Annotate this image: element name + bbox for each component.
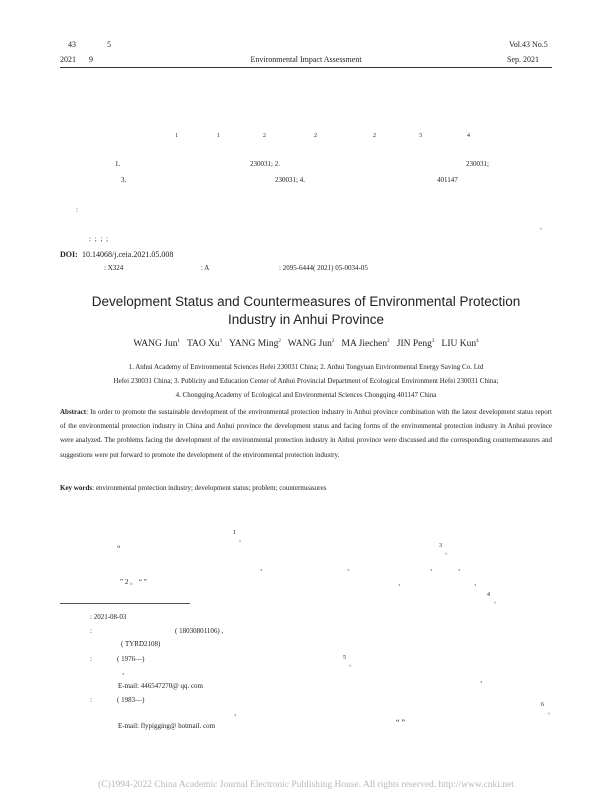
article-title-line2: Industry in Anhui Province: [227, 312, 385, 327]
cn-affiliation-1c: 230031;: [466, 160, 489, 168]
author: WANG Jun$^1$: [133, 339, 180, 350]
keywords: [60, 484, 326, 492]
header-issue-cn: 5: [107, 40, 111, 49]
cn-author-sup: 1: [217, 133, 220, 139]
cn-keywords: : ; ; ;: [89, 235, 110, 243]
abstract: [60, 405, 552, 462]
affiliation-line: 1. Anhui Academy of Environmental Sciences Hefei 230031 China; 2. Anhui Tongyuan Environmental Energy Saving Co. Ltd: [128, 363, 484, 371]
dun-mark: 、: [480, 676, 487, 684]
ref-mark: 5: [343, 655, 346, 661]
footnote-author1-email: E-mail: 446547270@ qq. com: [118, 682, 203, 690]
footnote-fund-colon: :: [90, 627, 92, 635]
footnote-author2-email: E-mail: flypigging@ hotmail. com: [118, 722, 216, 730]
author: YANG Ming$^2$: [228, 339, 281, 350]
ref-mark: 3: [439, 543, 442, 549]
cn-affiliation-2c: 401147: [437, 176, 458, 184]
dun-mark: 、: [398, 579, 405, 587]
affiliation-line: Hefei 230031 China; 3. Publicity and Education Center of Anhui Provincial Department of Ecological Environment Hefei 230031 China;: [113, 377, 499, 385]
quote-open: “: [117, 544, 121, 553]
author: TAO Xu$^1$: [186, 339, 223, 350]
header-date-en: Sep. 2021: [507, 55, 539, 64]
header-volume-cn: 43: [68, 40, 76, 49]
cn-affiliation-2a: 3.: [121, 176, 127, 184]
cn-abstract-end: 。: [540, 225, 547, 231]
body-quote-pair: “ ”: [396, 718, 406, 727]
abstract-label: Abstract: [60, 408, 87, 416]
cn-abstract-colon: :: [76, 206, 78, 214]
ref-mark-tail: ，: [239, 537, 246, 543]
cn-author-sup: 2: [314, 133, 317, 139]
affiliation-line: 4. Chongqing Academy of Ecological and Environmental Sciences Chongqing 401147 China: [175, 391, 437, 399]
footnote-rule: [60, 603, 190, 604]
footnote-received: : 2021-08-03: [90, 613, 127, 621]
author: MA Jiechen$^2$: [341, 339, 390, 350]
ref-mark: 1: [233, 530, 236, 536]
keywords-text: : environmental protection industry; development status; problem; countermeasures: [92, 484, 327, 492]
header-journal-en: Environmental Impact Assessment: [250, 55, 362, 64]
ref-mark: 6: [541, 702, 544, 708]
cn-author-sup: 1: [175, 133, 178, 139]
article-title-line1: Development Status and Countermeasures of Environmental Protection: [91, 294, 521, 309]
dun-mark: 、: [260, 564, 267, 572]
footnote-fund-no1: ( 18030801106) ,: [175, 627, 224, 635]
dun-mark: 、: [430, 564, 437, 572]
cn-affiliation-1a: 1.: [115, 160, 121, 168]
article-id: : 2095-6444( 2021) 05-0034-05: [279, 264, 368, 272]
ref-mark-tail: 。: [548, 710, 555, 716]
header-month-cn: 9: [89, 55, 93, 64]
header-rule: [60, 67, 552, 68]
document-code: : A: [201, 264, 210, 272]
copyright-footer: (C)1994-2022 China Academic Journal Electronic Publishing House. All rights reserved. http://www.cnki.net: [98, 780, 514, 790]
article-title: [60, 293, 552, 329]
doi-label: DOI:: [60, 250, 78, 259]
ref-mark-tail: 。: [445, 550, 452, 556]
doi-value: 10.14068/j.ceia.2021.05.008: [82, 250, 174, 259]
cn-affiliation-1b: 230031; 2.: [250, 160, 280, 168]
footnote-author2-dun: 、: [234, 709, 241, 717]
footnote-fund-no2: ( TYRD2108): [121, 640, 161, 648]
body-quote-row: ” 2 。 “ ”: [120, 578, 147, 586]
author: JIN Peng$^3$: [396, 339, 435, 350]
dun-mark: 、: [474, 579, 481, 587]
cn-author-sup: 3: [419, 133, 422, 139]
footnote-author2-year: ( 1983—): [117, 696, 145, 704]
abstract-text: : In order to promote the sustainable development of the environmental protection industry in Anhui province combination with the latest development status report of the environmental protection industry in China and Anhui province the development status and facing forms of the environmental protection industry in Anhui province were analyzed. The problems facing the development of the environmental protection industry in Anhui province were discussed and the corresponding countermeasures and suggestions were put forward to promote the development of the environmental protection industry.: [60, 408, 552, 459]
header-volume-en: Vol.43 No.5: [509, 40, 548, 49]
header-year: 2021: [60, 55, 76, 64]
footnote-author1-dun: 、: [122, 668, 129, 676]
dun-mark: 、: [458, 564, 465, 572]
footnote-author1-year: ( 1976—): [117, 655, 145, 663]
ref-mark: 4: [487, 592, 490, 598]
cn-affiliation-2b: 230031; 4.: [275, 176, 305, 184]
footnote-author1-colon: :: [90, 655, 92, 663]
author-list: [60, 339, 552, 349]
author: LIU Kun$^4$: [441, 339, 479, 350]
dun-mark: 、: [347, 564, 354, 572]
cn-author-sup: 2: [263, 133, 266, 139]
cn-author-sup: 2: [373, 133, 376, 139]
author: WANG Jun$^2$: [287, 339, 335, 350]
keywords-label: Key words: [60, 484, 93, 492]
classification-number: : X324: [104, 264, 124, 272]
ref-mark-tail: 。: [349, 662, 356, 668]
ref-mark-tail: 。: [494, 599, 501, 605]
footnote-author2-colon: :: [90, 696, 92, 704]
affiliations: [60, 360, 552, 402]
cn-author-sup: 4: [467, 133, 470, 139]
